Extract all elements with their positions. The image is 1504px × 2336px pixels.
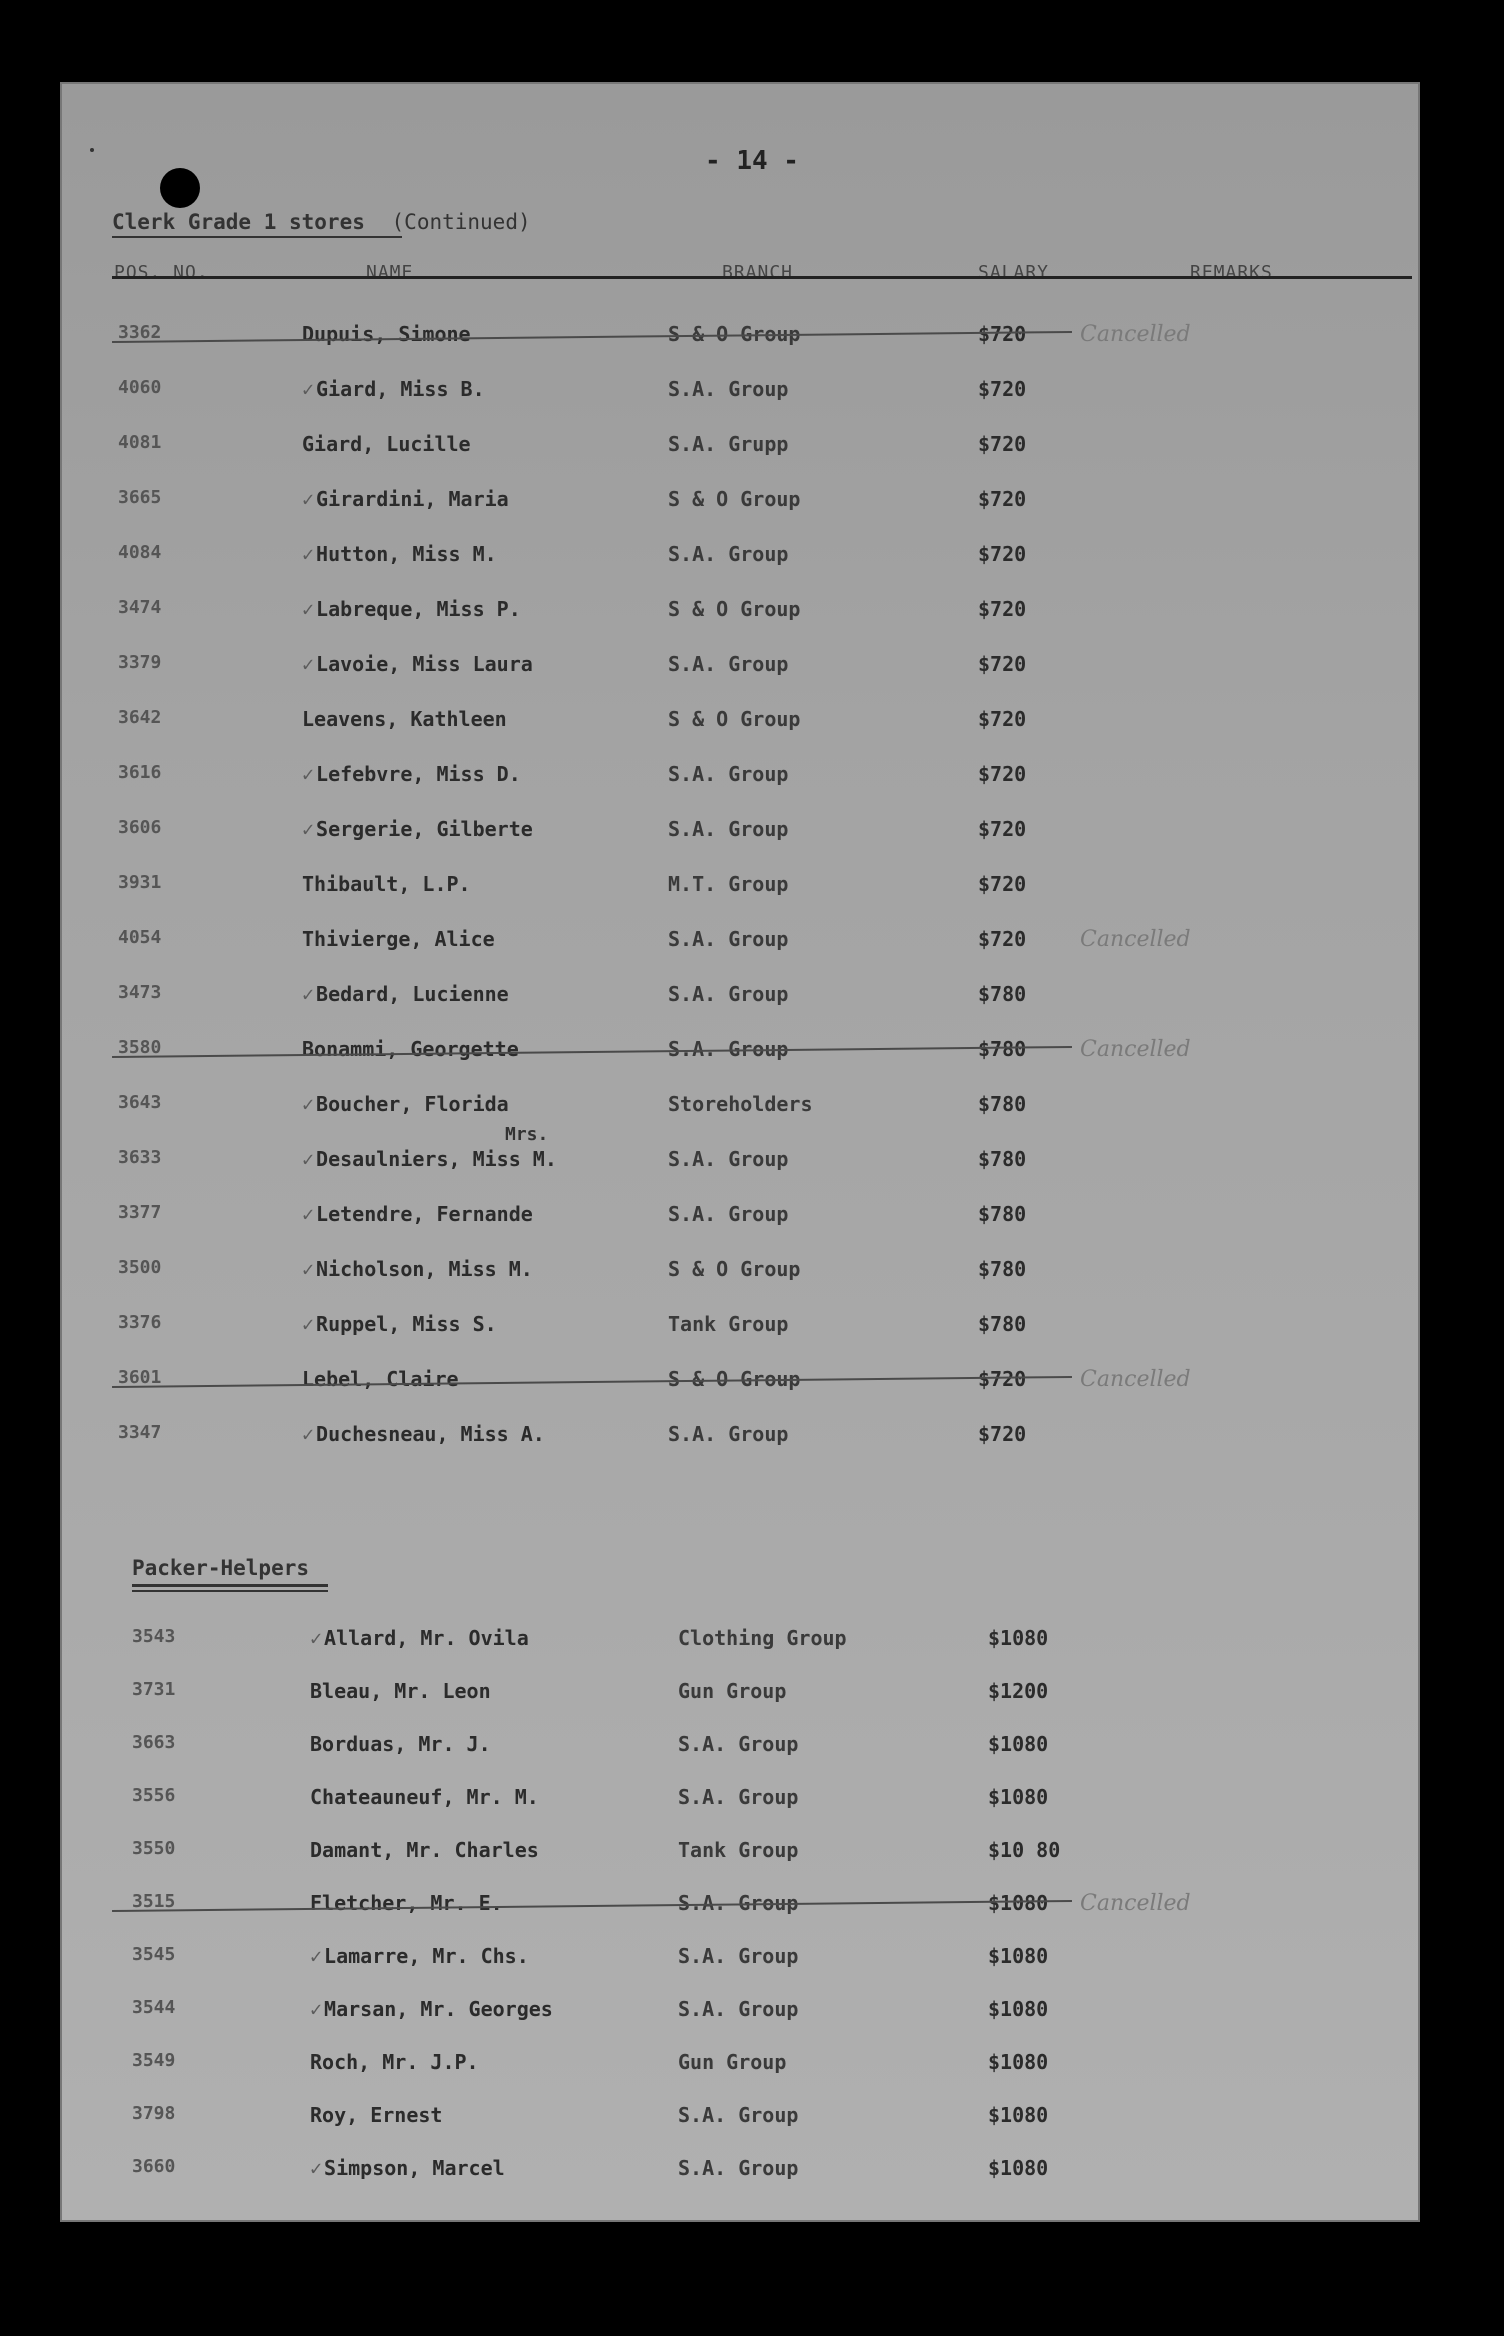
branch: S.A. Group — [668, 377, 789, 401]
branch: Storeholders — [668, 1092, 813, 1116]
employee-name: ✓ Duchesneau, Miss A. — [302, 1422, 545, 1446]
employee-name: ✓ Giard, Miss B. — [302, 377, 485, 401]
branch: S & O Group — [668, 1367, 801, 1391]
column-header-branch: BRANCH — [722, 262, 794, 283]
employee-name: Thivierge, Alice — [302, 927, 495, 951]
employee-name: Lebel, Claire — [302, 1367, 459, 1391]
table-row — [0, 1944, 1504, 1980]
position-number: 3347 — [118, 1422, 162, 1443]
salary: $1080 — [988, 1997, 1049, 2021]
remark: Cancelled — [1080, 322, 1191, 347]
check-mark-icon: ✓ — [302, 817, 315, 841]
branch: Clothing Group — [678, 1626, 847, 1650]
salary: $720 — [978, 432, 1027, 456]
salary: $720 — [978, 762, 1027, 786]
position-number: 4081 — [118, 432, 162, 453]
employee-name: ✓ Simpson, Marcel — [310, 2156, 505, 2180]
salary: $720 — [978, 597, 1027, 621]
table-row — [0, 1257, 1504, 1293]
column-header-salary: SALARY — [978, 262, 1050, 283]
salary: $1080 — [988, 1732, 1049, 1756]
employee-name: ✓ Boucher, Florida — [302, 1092, 509, 1116]
position-number: 3550 — [132, 1838, 176, 1859]
branch: S & O Group — [668, 707, 801, 731]
branch: M.T. Group — [668, 872, 789, 896]
position-number: 3642 — [118, 707, 162, 728]
branch: S.A. Group — [678, 1997, 799, 2021]
salary: $780 — [978, 982, 1027, 1006]
position-number: 3660 — [132, 2156, 176, 2177]
position-number: 3379 — [118, 652, 162, 673]
table-row — [0, 1147, 1504, 1183]
check-mark-icon: ✓ — [302, 982, 315, 1006]
position-number: 3545 — [132, 1944, 176, 1965]
check-mark-icon: ✓ — [302, 1202, 315, 1226]
salary: $720 — [978, 817, 1027, 841]
section-title-double-underline — [132, 1590, 328, 1592]
salary: $780 — [978, 1037, 1027, 1061]
position-number: 3665 — [118, 487, 162, 508]
employee-name: Thibault, L.P. — [302, 872, 471, 896]
check-mark-icon: ✓ — [310, 2156, 323, 2180]
position-number: 3544 — [132, 1997, 176, 2018]
employee-name: Bonammi, Georgette — [302, 1037, 519, 1061]
position-number: 3643 — [118, 1092, 162, 1113]
column-header-name: NAME — [366, 262, 414, 283]
employee-name: ✓ Lefebvre, Miss D. — [302, 762, 521, 786]
strike-through-line — [112, 1900, 1072, 1912]
salary: $720 — [978, 1367, 1027, 1391]
position-number: 3377 — [118, 1202, 162, 1223]
section-title-underline — [112, 236, 402, 238]
check-mark-icon: ✓ — [302, 1422, 315, 1446]
salary: $720 — [978, 542, 1027, 566]
check-mark-icon: ✓ — [310, 1626, 323, 1650]
branch: S & O Group — [668, 1257, 801, 1281]
salary: $780 — [978, 1312, 1027, 1336]
employee-name: ✓ Bedard, Lucienne — [302, 982, 509, 1006]
strike-through-line — [112, 1046, 1072, 1058]
salary: $720 — [978, 927, 1027, 951]
table-row — [0, 707, 1504, 743]
salary: $720 — [978, 377, 1027, 401]
table-row — [0, 597, 1504, 633]
branch: Gun Group — [678, 2050, 787, 2074]
table-row — [0, 1891, 1504, 1927]
section-title-text: Clerk Grade 1 stores — [112, 210, 365, 234]
table-row — [0, 1679, 1504, 1715]
table-row — [0, 1732, 1504, 1768]
check-mark-icon: ✓ — [302, 377, 315, 401]
column-header-pos-no: POS. NO. — [114, 262, 209, 283]
branch: S & O Group — [668, 322, 801, 346]
table-row — [0, 2156, 1504, 2192]
salary: $720 — [978, 322, 1027, 346]
check-mark-icon: ✓ — [302, 597, 315, 621]
table-row — [0, 2050, 1504, 2086]
position-number: 4084 — [118, 542, 162, 563]
salary: $780 — [978, 1202, 1027, 1226]
employee-name: ✓ Lavoie, Miss Laura — [302, 652, 533, 676]
salary: $1080 — [988, 1626, 1049, 1650]
branch: S.A. Group — [678, 1732, 799, 1756]
employee-name: Giard, Lucille — [302, 432, 471, 456]
table-row — [0, 2103, 1504, 2139]
table-row — [0, 1202, 1504, 1238]
employee-name: Damant, Mr. Charles — [310, 1838, 539, 1862]
position-number: 3474 — [118, 597, 162, 618]
table-row — [0, 542, 1504, 578]
table-row — [0, 487, 1504, 523]
salary: $720 — [978, 707, 1027, 731]
employee-name: Leavens, Kathleen — [302, 707, 507, 731]
check-mark-icon: ✓ — [310, 1944, 323, 1968]
remark: Cancelled — [1080, 1367, 1191, 1392]
table-row — [0, 872, 1504, 908]
employee-name: ✓ Desaulniers, Miss M. — [302, 1147, 557, 1171]
employee-name: Roch, Mr. J.P. — [310, 2050, 479, 2074]
branch: S.A. Group — [678, 1891, 799, 1915]
employee-name: Roy, Ernest — [310, 2103, 443, 2127]
salary: $1080 — [988, 2156, 1049, 2180]
position-number: 3556 — [132, 1785, 176, 1806]
section-title-underline — [132, 1584, 328, 1587]
branch: S.A. Grupp — [668, 432, 789, 456]
position-number: 4060 — [118, 377, 162, 398]
table-row — [0, 1367, 1504, 1403]
branch: S.A. Group — [668, 927, 789, 951]
position-number: 3515 — [132, 1891, 176, 1912]
position-number: 3376 — [118, 1312, 162, 1333]
branch: S.A. Group — [678, 2156, 799, 2180]
employee-name: Borduas, Mr. J. — [310, 1732, 491, 1756]
table-row — [0, 1838, 1504, 1874]
remark: Cancelled — [1080, 1891, 1191, 1916]
salary: $720 — [978, 1422, 1027, 1446]
table-row — [0, 817, 1504, 853]
table-row — [0, 432, 1504, 468]
position-number: 3931 — [118, 872, 162, 893]
employee-name: ✓ Letendre, Fernande — [302, 1202, 533, 1226]
table-row — [0, 1626, 1504, 1662]
check-mark-icon: ✓ — [302, 1092, 315, 1116]
table-row — [0, 1092, 1504, 1128]
strike-through-line — [112, 1376, 1072, 1388]
employee-name: ✓ Marsan, Mr. Georges — [310, 1997, 553, 2021]
salary: $780 — [978, 1092, 1027, 1116]
employee-name: Fletcher, Mr. E. — [310, 1891, 503, 1915]
position-number: 3601 — [118, 1367, 162, 1388]
remark: Cancelled — [1080, 927, 1191, 952]
position-number: 3580 — [118, 1037, 162, 1058]
salary: $720 — [978, 652, 1027, 676]
position-number: 3633 — [118, 1147, 162, 1168]
employee-name: Dupuis, Simone — [302, 322, 471, 346]
check-mark-icon: ✓ — [302, 1312, 315, 1336]
salary: $1080 — [988, 1785, 1049, 1809]
table-row — [0, 322, 1504, 358]
branch: S.A. Group — [668, 542, 789, 566]
position-number: 3731 — [132, 1679, 176, 1700]
table-row — [0, 982, 1504, 1018]
employee-name: ✓ Girardini, Maria — [302, 487, 509, 511]
check-mark-icon: ✓ — [302, 652, 315, 676]
position-number: 4054 — [118, 927, 162, 948]
strike-through-line — [112, 331, 1072, 343]
position-number: 3543 — [132, 1626, 176, 1647]
branch: S.A. Group — [678, 1785, 799, 1809]
salary: $1080 — [988, 1891, 1049, 1915]
salary: $720 — [978, 487, 1027, 511]
salary: $1080 — [988, 2103, 1049, 2127]
continued-label: (Continued) — [391, 210, 531, 234]
handwritten-mrs-note: Mrs. — [505, 1124, 549, 1145]
salary: $1200 — [988, 1679, 1049, 1703]
employee-name: ✓ Ruppel, Miss S. — [302, 1312, 497, 1336]
salary: $1080 — [988, 2050, 1049, 2074]
check-mark-icon: ✓ — [310, 1997, 323, 2021]
branch: S & O Group — [668, 487, 801, 511]
employee-name: ✓ Labreque, Miss P. — [302, 597, 521, 621]
table-row — [0, 377, 1504, 413]
column-header-rule — [112, 276, 1412, 279]
check-mark-icon: ✓ — [302, 1147, 315, 1171]
salary: $1080 — [988, 1944, 1049, 1968]
salary: $780 — [978, 1147, 1027, 1171]
check-mark-icon: ✓ — [302, 487, 315, 511]
position-number: 3500 — [118, 1257, 162, 1278]
table-row — [0, 1997, 1504, 2033]
column-header-remarks: REMARKS — [1190, 262, 1273, 283]
table-row — [0, 1422, 1504, 1458]
branch: S.A. Group — [668, 982, 789, 1006]
branch: S & O Group — [668, 597, 801, 621]
salary: $720 — [978, 872, 1027, 896]
employee-name: Bleau, Mr. Leon — [310, 1679, 491, 1703]
branch: S.A. Group — [668, 817, 789, 841]
page-number: - 14 - — [705, 146, 799, 176]
employee-name: ✓ Lamarre, Mr. Chs. — [310, 1944, 529, 1968]
table-row — [0, 927, 1504, 963]
branch: Tank Group — [678, 1838, 799, 1862]
branch: Tank Group — [668, 1312, 789, 1336]
table-row — [0, 1312, 1504, 1348]
position-number: 3549 — [132, 2050, 176, 2071]
salary: $780 — [978, 1257, 1027, 1281]
employee-name: ✓ Nicholson, Miss M. — [302, 1257, 533, 1281]
check-mark-icon: ✓ — [302, 762, 315, 786]
check-mark-icon: ✓ — [302, 1257, 315, 1281]
branch: S.A. Group — [668, 762, 789, 786]
employee-name: Chateauneuf, Mr. M. — [310, 1785, 539, 1809]
branch: S.A. Group — [678, 1944, 799, 1968]
employee-name: ✓ Hutton, Miss M. — [302, 542, 497, 566]
check-mark-icon: ✓ — [302, 542, 315, 566]
branch: S.A. Group — [668, 1422, 789, 1446]
table-row — [0, 1785, 1504, 1821]
remark: Cancelled — [1080, 1037, 1191, 1062]
table-row — [0, 762, 1504, 798]
branch: S.A. Group — [668, 1037, 789, 1061]
branch: Gun Group — [678, 1679, 787, 1703]
branch: S.A. Group — [678, 2103, 799, 2127]
position-number: 3473 — [118, 982, 162, 1003]
salary: $10 80 — [988, 1838, 1061, 1862]
position-number: 3798 — [132, 2103, 176, 2124]
position-number: 3362 — [118, 322, 162, 343]
position-number: 3606 — [118, 817, 162, 838]
employee-name: ✓ Allard, Mr. Ovila — [310, 1626, 529, 1650]
section-title-packer-helpers: Packer-Helpers — [132, 1556, 310, 1580]
branch: S.A. Group — [668, 652, 789, 676]
position-number: 3616 — [118, 762, 162, 783]
table-row — [0, 652, 1504, 688]
branch: S.A. Group — [668, 1147, 789, 1171]
position-number: 3663 — [132, 1732, 176, 1753]
section-title-clerk-grade-1 — [112, 210, 531, 234]
employee-name: ✓ Sergerie, Gilberte — [302, 817, 533, 841]
table-row — [0, 1037, 1504, 1073]
branch: S.A. Group — [668, 1202, 789, 1226]
